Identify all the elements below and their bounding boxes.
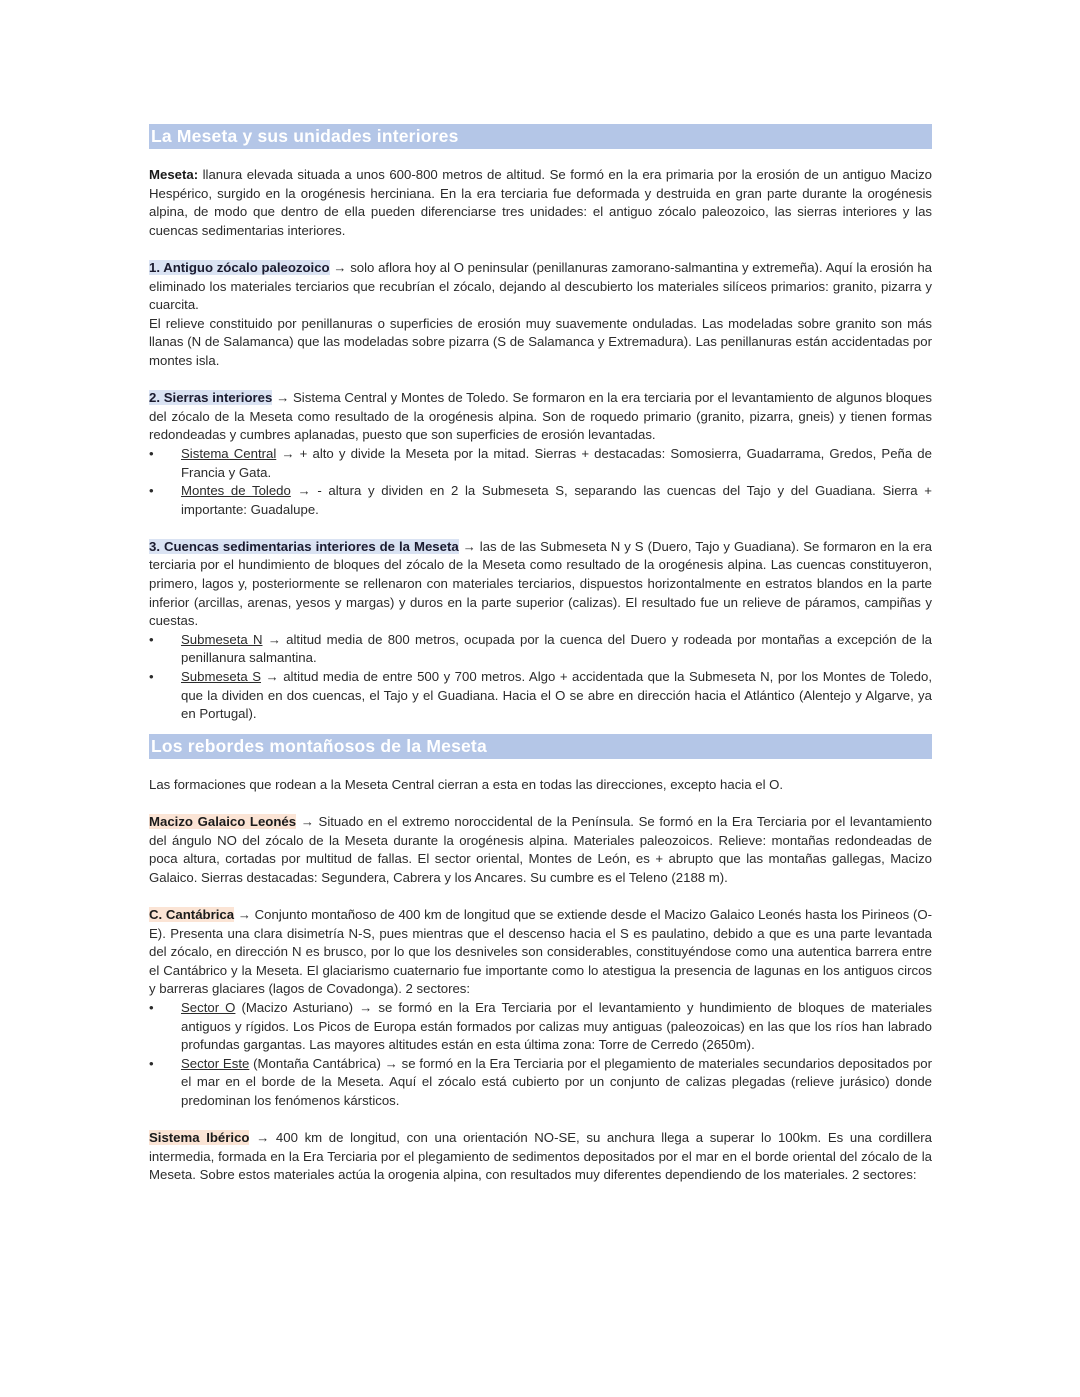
item-text: → altitud media de entre 500 y 700 metros. Algo + accidentada que la Submeseta N, por los Montes de Toledo, que la dividen en dos cuencas, el Tajo y el Guadiana. Hacia el O se abre en dirección hacia el Atlántico (Alentejo y Algarve, ya en Portugal). — [181, 669, 932, 722]
list-item — [149, 445, 932, 482]
bullet-glyph: • — [149, 999, 154, 1015]
paragraph-cantabrica — [149, 906, 932, 999]
term-unit1: 1. Antiguo zócalo paleozoico — [149, 259, 330, 275]
paragraph-unit3 — [149, 538, 932, 631]
item-text: → - altura y dividen en 2 la Submeseta S, separando las cuencas del Tajo y del Guadiana. Sierra + importante: Guadalupe. — [181, 483, 932, 517]
item-head: Montes de Toledo — [181, 483, 291, 499]
paragraph-iberico — [149, 1129, 932, 1185]
text-galaico: → Situado en el extremo noroccidental de la Península. Se formó en la Era Terciaria por el levantamiento del ángulo NO del zócalo de la Meseta durante la orogénesis alpina. Materiales paleozoicos. Relieve: montañas redondeadas de poca altura, cortadas por multitud de fallas. El sector oriental, Montes de León, es + abrupto que las montañas gallegas, Macizo Galaico. Sierras destacadas: Segundera, Cabrera y los Ancares. Su cumbre es el Teleno (2188 m). — [149, 814, 933, 885]
term-unit2: 2. Sierras interiores — [149, 390, 273, 406]
paragraph-unit1 — [149, 259, 932, 315]
item-text: (Macizo Asturiano) → se formó en la Era Terciaria por el levantamiento y hundimiento de bloques de materiales antiguos y rígidos. Los Picos de Europa están formados por calizas muy antiguas (paleozoicas) en las que los ríos han labrado profundas gargantas. Las mayores altitudes están en esta última zona: Torre de Cerredo (2650m). — [181, 999, 932, 1053]
bullet-glyph: • — [149, 669, 154, 685]
text-unit1: → solo aflora hoy al O peninsular (penillanuras zamorano-salmantina y extremeña). Aquí la erosión ha eliminado los materiales terciarios que recubrían el zócalo, dejando al descubierto los materiales silíceos primarios: granito, pizarra y cuarcita. — [149, 259, 932, 313]
item-head: Sector O — [181, 999, 236, 1015]
item-text: (Montaña Cantábrica) → se formó en la Era Terciaria por el plegamiento de materiales secundarios depositados por el mar en el borde de la Meseta. Aquí el zócalo está cubierto por un conjunto de calizas plegadas (relieve jurásico) donde predominan los fenómenos kársticos. — [181, 1055, 932, 1108]
item-text: → + alto y divide la Meseta por la mitad. Sierras + destacadas: Somosierra, Guadarrama, Gredos, Peña de Francia y Gata. — [181, 445, 932, 480]
bullet-glyph: • — [149, 483, 154, 499]
text-meseta: llanura elevada situada a unos 600-800 metros de altitud. Se formó en la era primaria por la erosión de un antiguo Macizo Hespérico, surgido en la orogénesis herciniana. En la era terciaria fue deformada y destruida en gran parte durante la orogénesis alpina, de modo que dentro de ella pueden diferenciarse tres unidades: el antiguo zócalo paleozoico, las sierras interiores y las cuencas sedimentarias interiores. — [149, 167, 932, 238]
bullet-glyph: • — [149, 445, 154, 461]
list-item — [149, 631, 932, 668]
bullet-glyph: • — [149, 631, 154, 647]
item-text: → altitud media de 800 metros, ocupada por la cuenca del Duero y rodeada por montañas a excepción de la penillanura salmantina. — [181, 631, 932, 666]
term-unit3: 3. Cuencas sedimentarias interiores de la Meseta — [149, 538, 459, 554]
paragraph-unit2 — [149, 389, 932, 445]
list-unit3 — [149, 631, 932, 724]
list-cantabrica — [149, 999, 932, 1111]
text-unit2: → Sistema Central y Montes de Toledo. Se formaron en la era terciaria por el levantamiento de algunos bloques del zócalo de la Meseta como resultado de la orogénesis alpina. Son de roquedo primario (granito, pizarra, gneis) y tienen formas redondeadas y cumbres aplanadas, puesto que son superficies de erosión levantadas. — [149, 390, 932, 443]
term-cantabrica: C. Cantábrica — [149, 906, 235, 922]
item-head: Submeseta S — [181, 669, 262, 685]
term-meseta: Meseta: — [149, 167, 199, 182]
paragraph-unit1-relief: El relieve constituido por penillanuras o superficies de erosión muy suavemente onduladas. Las modeladas sobre granito son más llanas (N de Salamanca) que las modeladas sobre pizarra (S de Salamanca y Extremadura). Las penillanuras están accidentadas por montes isla. — [149, 315, 932, 368]
text-unit3: → las de las Submeseta N y S (Duero, Tajo y Guadiana). Se formaron en la era terciaria por el hundimiento de bloques del zócalo de la Meseta como resultado de la orogénesis alpina. Las cuencas constituyeron, primero, lagos y, posteriormente se rellenaron con materiales terciarios, dispuestos horizontalmente en estratos blandos en la parte inferior (arcillas, arenas, yesos y margas) y duros en la parte superior (calizas). El resultado fue un relieve de páramos, campiñas y cuestas. — [149, 538, 932, 629]
text-iberico: → 400 km de longitud, con una orientación NO-SE, su anchura llega a superar lo 100km. Es una cordillera intermedia, formada en la Era Terciaria por el plegamiento de sedimentos depositados por el mar en el borde oriental del zócalo de la Meseta. Sobre estos materiales actúa la orogenia alpina, con resultados muy diferentes dependiendo de los materiales. 2 sectores: — [149, 1130, 932, 1183]
paragraph-galaico — [149, 813, 932, 887]
bullet-glyph: • — [149, 1055, 154, 1071]
text-cantabrica: → Conjunto montañoso de 400 km de longitud que se extiende desde el Macizo Galaico Leonés hasta los Pirineos (O-E). Presenta una clara disimetría N-S, pues mientras que el descenso hacia el S es paulatino, debido a que es una parte levantada del zócalo, en dirección N es brusco, por lo que los desniveles son considerables, constituyéndose como una autentica barrera entre el Cantábrico y la Meseta. El glaciarismo cuaternario fue importante como lo atestigua la presencia de lagunas en los antiguos circos y barreras glaciares (lagos de Covadonga). 2 sectores: — [149, 906, 933, 997]
item-head: Sector Este — [181, 1055, 250, 1071]
item-head: Sistema Central — [181, 445, 277, 461]
list-item — [149, 482, 932, 519]
item-head: Submeseta N — [181, 631, 263, 647]
term-galaico: Macizo Galaico Leonés — [149, 814, 297, 829]
section-title-rebordes: Los rebordes montañosos de la Meseta — [149, 734, 932, 759]
paragraph-meseta — [149, 166, 932, 240]
list-item — [149, 1055, 932, 1111]
document-content — [149, 124, 932, 1185]
list-item — [149, 668, 932, 724]
list-item — [149, 999, 932, 1055]
section-title-meseta: La Meseta y sus unidades interiores — [149, 124, 932, 149]
term-iberico: Sistema Ibérico — [149, 1130, 250, 1146]
paragraph-intro: Las formaciones que rodean a la Meseta Central cierran a esta en todas las direcciones, excepto hacia el O. — [149, 776, 784, 792]
list-unit2 — [149, 445, 932, 519]
